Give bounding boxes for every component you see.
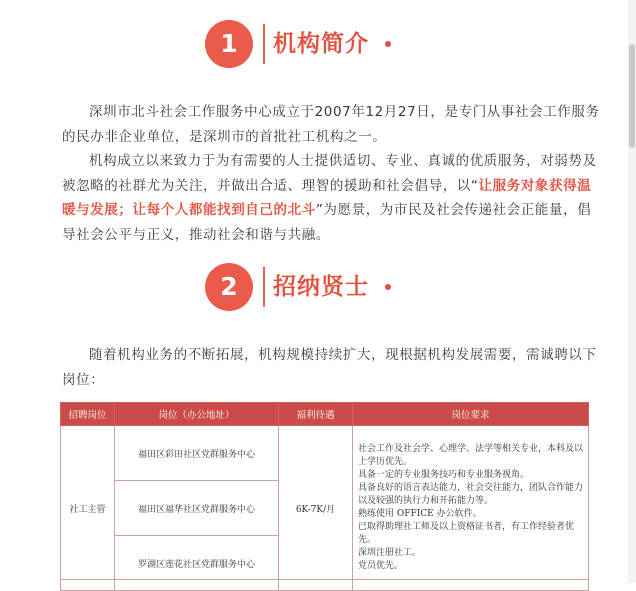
table-header-row — [61, 403, 589, 426]
section-title: 招纳贤士 — [273, 274, 369, 300]
requirement-item: 熟练使用 OFFICE 办公软件。 — [358, 509, 482, 519]
scrollbar-thumb[interactable] — [629, 44, 635, 148]
header-position: 招聘岗位 — [61, 403, 115, 426]
recruit-paragraph: 随着机构业务的不断拓展，机构规模持续扩大，现根据机构发展需要，需诚聘以下岗位： — [62, 347, 597, 388]
table-row — [61, 426, 589, 481]
intro-text — [62, 100, 602, 247]
section-divider — [263, 267, 265, 307]
intro-paragraph-2-post: ”为愿景，为市民及社会传递社会正能量，倡导社会公平与正义，推动社会和谐与共融。 — [62, 202, 592, 243]
position-cell: 社工主管 — [61, 426, 115, 591]
salary-cell: 6K-7K/月 — [279, 426, 353, 591]
section-number-badge: 2 — [205, 263, 253, 311]
requirement-item: 党员优先。 — [358, 561, 404, 571]
intro-paragraph-2-pre: 机构成立以来致力于为有需要的人士提供适切、专业、真诚的优质服务，对弱势及被忽略的社群尤为关注，并做出合适、理智的援助和社会倡导，以“ — [62, 153, 597, 194]
table-bottom-edge — [60, 579, 588, 584]
section-header-intro — [0, 20, 628, 70]
section-title: 机构简介 — [273, 31, 369, 57]
requirement-item: 社会工作及社会学、心理学、法学等相关专业，本科及以上学历优先。 — [358, 444, 584, 467]
location-cell: 福田区福华社区党群服务中心 — [115, 481, 279, 536]
requirement-item: 深圳注册社工。 — [358, 548, 422, 558]
section-divider — [263, 24, 265, 64]
jobs-table — [60, 402, 589, 591]
dot-icon — [385, 284, 391, 290]
requirements-cell — [353, 426, 589, 591]
header-salary: 福利待遇 — [279, 403, 353, 426]
recruit-text — [62, 343, 602, 392]
requirement-item: 具备一定的专业服务技巧和专业服务视角。 — [358, 470, 530, 480]
vision-highlight: 让服务对象获得温暖与发展；让每个人都能找到自己的北斗 — [62, 177, 592, 218]
scrollbar-track[interactable] — [628, 0, 636, 583]
header-requirements: 岗位要求 — [353, 403, 589, 426]
section-header-recruit — [0, 263, 628, 313]
section-number-badge: 1 — [205, 20, 253, 68]
dot-icon — [385, 41, 391, 47]
intro-paragraph-2 — [62, 149, 602, 247]
requirement-item: 已取得助理社工师及以上资格证书者，有工作经验者优先。 — [358, 522, 575, 545]
intro-paragraph-1: 深圳市北斗社会工作服务中心成立于2007年12月27日，是专门从事社会工作服务的民办非企业单位，是深圳市的首批社工机构之一。 — [62, 104, 600, 145]
location-cell: 福田区彩田社区党群服务中心 — [115, 426, 279, 481]
location-cell: 罗湖区莲花社区党群服务中心 — [115, 536, 279, 591]
requirement-item: 具备良好的语言表达能力，社会交往能力，团队合作能力以及较强的执行力和开拓能力等。 — [358, 483, 584, 506]
header-location: 岗位（办公地址） — [115, 403, 279, 426]
